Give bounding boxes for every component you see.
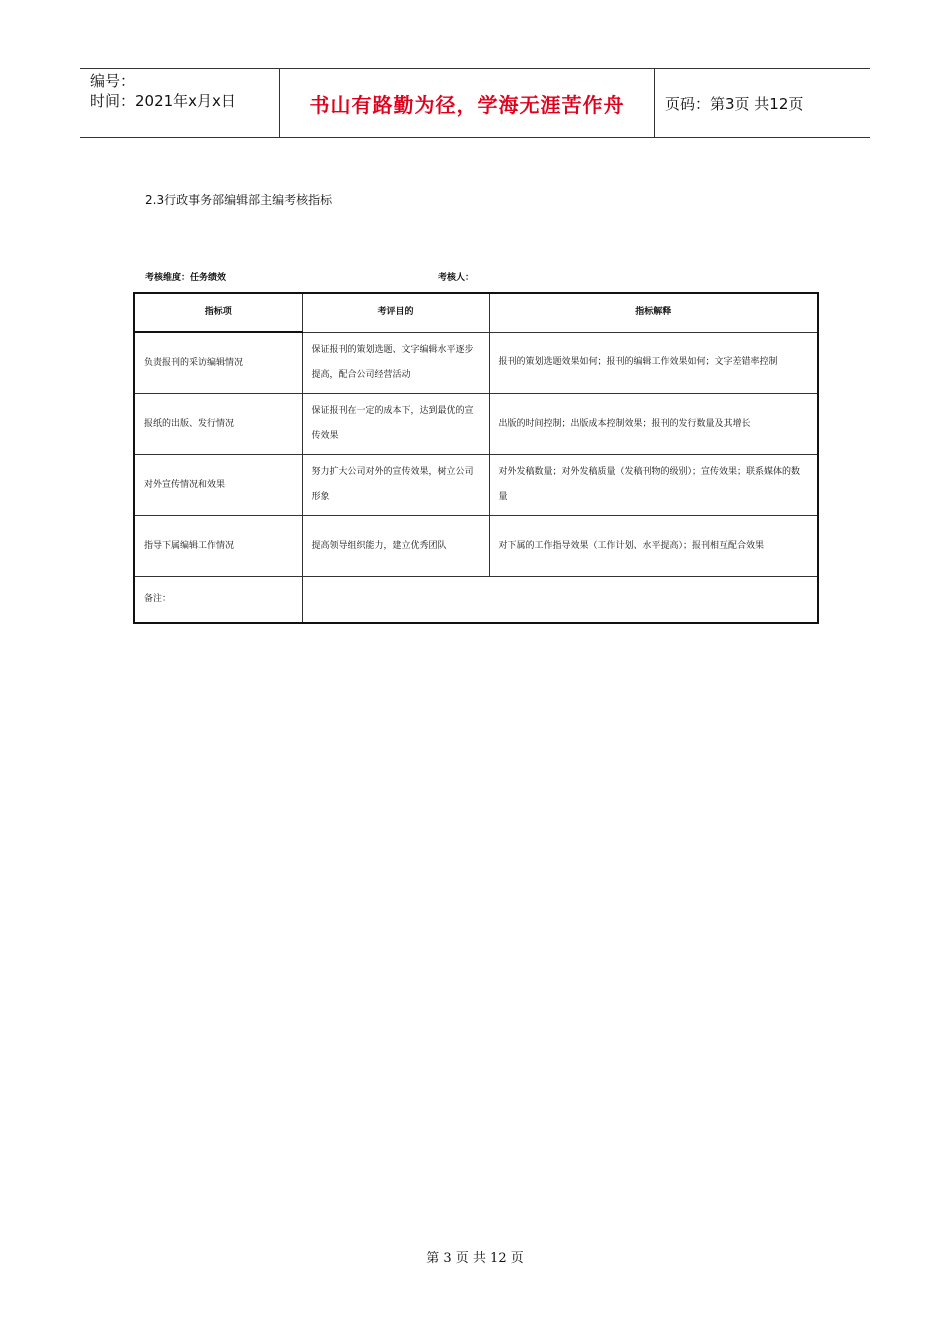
page-header	[80, 68, 870, 138]
row-purpose: 保证报刊的策划选题、文字编辑水平逐步提高，配合公司经营活动	[302, 332, 489, 394]
page-footer: 第 3 页 共 12 页	[426, 1251, 524, 1266]
table-row	[134, 332, 818, 394]
column-header-purpose: 考评目的	[302, 293, 489, 332]
row-purpose: 保证报刊在一定的成本下，达到最优的宣传效果	[302, 394, 489, 455]
row-item: 负责报刊的采访编辑情况	[134, 332, 302, 394]
note-label: 备注：	[134, 577, 302, 624]
row-item: 对外宣传情况和效果	[134, 455, 302, 516]
column-header-item: 指标项	[134, 293, 302, 332]
note-value	[302, 577, 818, 624]
time-label: 时间：2021年x月x日	[90, 92, 236, 110]
row-explanation: 对下属的工作指导效果（工作计划、水平提高）；报刊相互配合效果	[489, 516, 818, 577]
page-info: 页码：第3页 共12页	[665, 94, 804, 113]
header-left-cell	[80, 69, 280, 137]
assessor-label: 考核人：	[438, 273, 475, 283]
kpi-table	[133, 292, 819, 624]
table-row	[134, 455, 818, 516]
row-explanation: 报刊的策划选题效果如何；报刊的编辑工作效果如何；文字差错率控制	[489, 332, 818, 394]
row-purpose: 提高领导组织能力，建立优秀团队	[302, 516, 489, 577]
motto-text: 书山有路勤为径，学海无涯苦作舟	[280, 69, 655, 137]
dimension-label: 考核维度：任务绩效	[145, 273, 227, 283]
number-label: 编号：	[90, 72, 136, 90]
row-explanation: 对外发稿数量；对外发稿质量（发稿刊物的级别）；宣传效果；联系媒体的数量	[489, 455, 818, 516]
table-header-row	[134, 293, 818, 332]
table-row	[134, 394, 818, 455]
row-explanation: 出版的时间控制；出版成本控制效果；报刊的发行数量及其增长	[489, 394, 818, 455]
row-purpose: 努力扩大公司对外的宣传效果，树立公司形象	[302, 455, 489, 516]
column-header-explanation: 指标解释	[489, 293, 818, 332]
section-title: 2.3行政事务部编辑部主编考核指标	[145, 193, 333, 207]
note-row	[134, 577, 818, 624]
table-row	[134, 516, 818, 577]
row-item: 指导下属编辑工作情况	[134, 516, 302, 577]
row-item: 报纸的出版、发行情况	[134, 394, 302, 455]
